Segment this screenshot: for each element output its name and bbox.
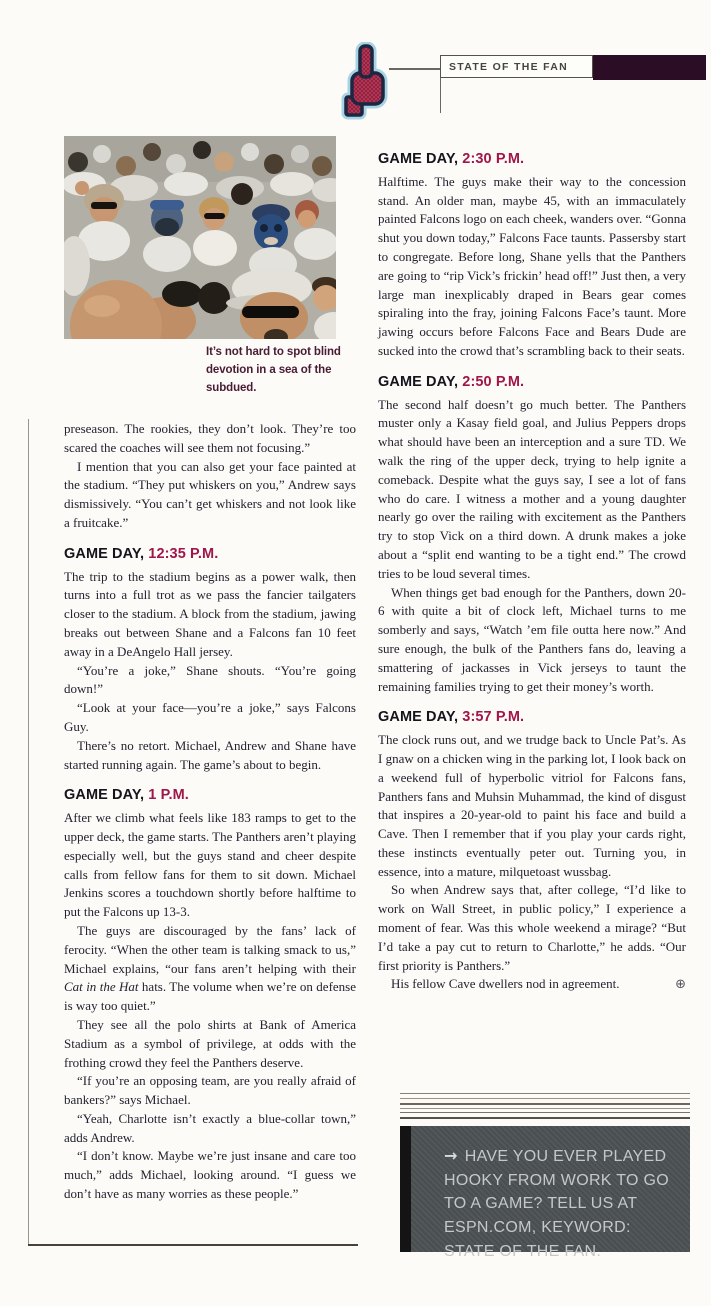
arrow-icon: →: [444, 1146, 458, 1165]
photo-caption: It’s not hard to spot blind devotion in a sea of the subdued.: [206, 346, 341, 394]
heading-label: GAME DAY,: [378, 151, 459, 167]
section-heading-1pm: [64, 786, 356, 805]
section-heading-250: [378, 373, 686, 392]
callout-left-strip: [400, 1126, 411, 1252]
header-rule: [389, 68, 440, 70]
closing-line: [378, 975, 686, 994]
heading-time: 2:30 P.M.: [462, 151, 525, 167]
paragraph: “You’re a joke,” Shane shouts. “You’re going down!”: [64, 662, 356, 697]
paragraph: Halftime. The guys make their way to the concession stand. An older man, maybe 45, with an immaculately painted Falcons logo on each cheek, wanders over. “Gonna shut you down today,” Falcons Face taunts. Passersby start to congregate. Before long, Shane yells that the Panthers are going to “rip Vick’s frickin’ head off!” Just then, a very large man inexplicably draped in Bears gear comes spiraling into the fray, joining Falcons Face’s taunt. More jawing occurs before Falcons Face and Bears Dude are sucked into the crowd that’s scrambling back to their seats.: [378, 173, 686, 358]
section-heading-230: [378, 150, 686, 169]
section-heading-1235: [64, 545, 356, 564]
heading-label: GAME DAY,: [64, 545, 145, 562]
ruled-separator: [400, 1093, 690, 1120]
paragraph: They see all the polo shirts at Bank of America Stadium as a symbol of privilege, at odds with the frothing crowd they feel the Panthers deserve.: [64, 1016, 356, 1070]
paragraph: When things get bad enough for the Panthers, down 20-6 with quite a bit of clock left, Michael turns to me somberly and says, “Watch ’em file outta here now.” And sure enough, the bulk of the Panthers fans do, leaving a smattering of jackasses in Vick jerseys to taunt the remaining families trying to get their money’s worth.: [378, 584, 686, 694]
section-label-text: STATE OF THE FAN: [449, 60, 568, 73]
callout-message: HAVE YOU EVER PLAYED HOOKY FROM WORK TO GO TO A GAME? TELL US AT ESPN.COM, KEYWORD: STATE OF THE FAN.: [444, 1148, 669, 1260]
globe-end-mark-icon: ⊕: [675, 977, 686, 993]
paragraph: The second half doesn’t go much better. The Panthers muster only a Kasay field goal, and Julius Peppers drops what should have been an interception and a sure TD. We walk the ring of the upper deck, trying to help ignite a comeback. Despite what the guys say, I see a lot of fans who do care. I witness a mother and a young daughter nearly go over the railing with excitement as the Panthers try to stop Vick on a third down. A drunk makes a joke about a “split end wanting to be a tight end.” The crowd tries to be loud several times.: [378, 396, 686, 581]
right-column: [378, 150, 686, 994]
text-run: The guys are discouraged by the fans’ lack of ferocity. “When the other team is talking smack to us,” Michael explains, “our fans aren’t helping with their: [64, 922, 356, 976]
paragraph: The clock runs out, and we trudge back to Uncle Pat’s. As I gnaw on a chicken wing in the parking lot, I look back on a weekend full of hyperbolic vitriol for Falcons fans, Panthers fans and Muhsin Muhammad, the kind of disgust that inspires a 20-year-old to paint his face and build a Cave. Then I remember that if you play your cards right, these instincts eventually peter out. Turning you, in essence, into a mature, milquetoast wussbag.: [378, 732, 686, 879]
paragraph: So when Andrew says that, after college, “I’d like to work on Wall Street, in public policy,” I experience a moment of fear. Was this whole weekend a mirage? “But I’d take a pay cut to return to Charlotte,” he adds. “Our first priority is Panthers.”: [378, 882, 686, 973]
crowd-photo: [64, 136, 336, 339]
text-run: hats. The volume when we’re on defense is way too quiet.”: [64, 979, 356, 1014]
paragraph-continuation: preseason. The rookies, they don’t look. They’re too scared the coaches will see them not focusing.”: [64, 421, 356, 455]
heading-time: 3:57 P.M.: [462, 709, 525, 726]
section-label-bar: [593, 55, 706, 80]
section-heading-357: [378, 708, 686, 727]
heading-label: GAME DAY,: [378, 373, 459, 390]
heading-time: 2:50 P.M.: [462, 373, 525, 390]
callout-text: [444, 1144, 682, 1263]
paragraph: There’s no retort. Michael, Andrew and Shane have started running again. The game’s about to begin.: [64, 737, 356, 772]
paragraph: After we climb what feels like 183 ramps to get to the upper deck, the game starts. The Panthers aren’t playing especially well, but the guys stand and cheer despite calls from fellow fans for them to sit down. Michael Jenkins scores a touchdown shortly before halftime to put the Falcons up 13-3.: [64, 810, 356, 920]
foam-finger-icon: [341, 42, 389, 120]
heading-label: GAME DAY,: [64, 787, 145, 804]
heading-time: 12:35 P.M.: [148, 545, 219, 562]
closing-text: His fellow Cave dwellers nod in agreement.: [391, 976, 620, 992]
paragraph: [64, 922, 356, 1016]
paragraph: I mention that you can also get your face painted at the stadium. “They put whiskers on you,” Andrew says dismissively. “You can’t get whiskers and not look like a fruitcake.”: [64, 458, 356, 530]
italic-title: Cat in the Hat: [64, 979, 139, 995]
paragraph: “If you’re an opposing team, are you really afraid of bankers?” says Michael.: [64, 1073, 356, 1108]
left-column: [64, 420, 356, 1204]
callout-box: [400, 1126, 690, 1260]
paragraph: “Look at your face—you’re a joke,” says Falcons Guy.: [64, 700, 356, 734]
left-frame-rule: [28, 419, 29, 1245]
paragraph: The trip to the stadium begins as a power walk, then turns into a full trot as we pass the fancier tailgaters closer to the stadium. A block from the stadium, jawing breaks out between Shane and a Falcons fan 10 feet away in a DeAngelo Hall jersey.: [64, 568, 356, 659]
section-label: [440, 55, 593, 78]
heading-label: GAME DAY,: [378, 709, 459, 726]
bottom-frame-rule: [28, 1244, 358, 1246]
paragraph: “Yeah, Charlotte isn’t exactly a blue-collar town,” adds Andrew.: [64, 1110, 356, 1145]
paragraph: “I don’t know. Maybe we’re just insane and care too much,” adds Michael, looking around. “I guess we don’t have as many worries as these people.”: [64, 1148, 356, 1202]
heading-time: 1 P.M.: [148, 787, 189, 804]
